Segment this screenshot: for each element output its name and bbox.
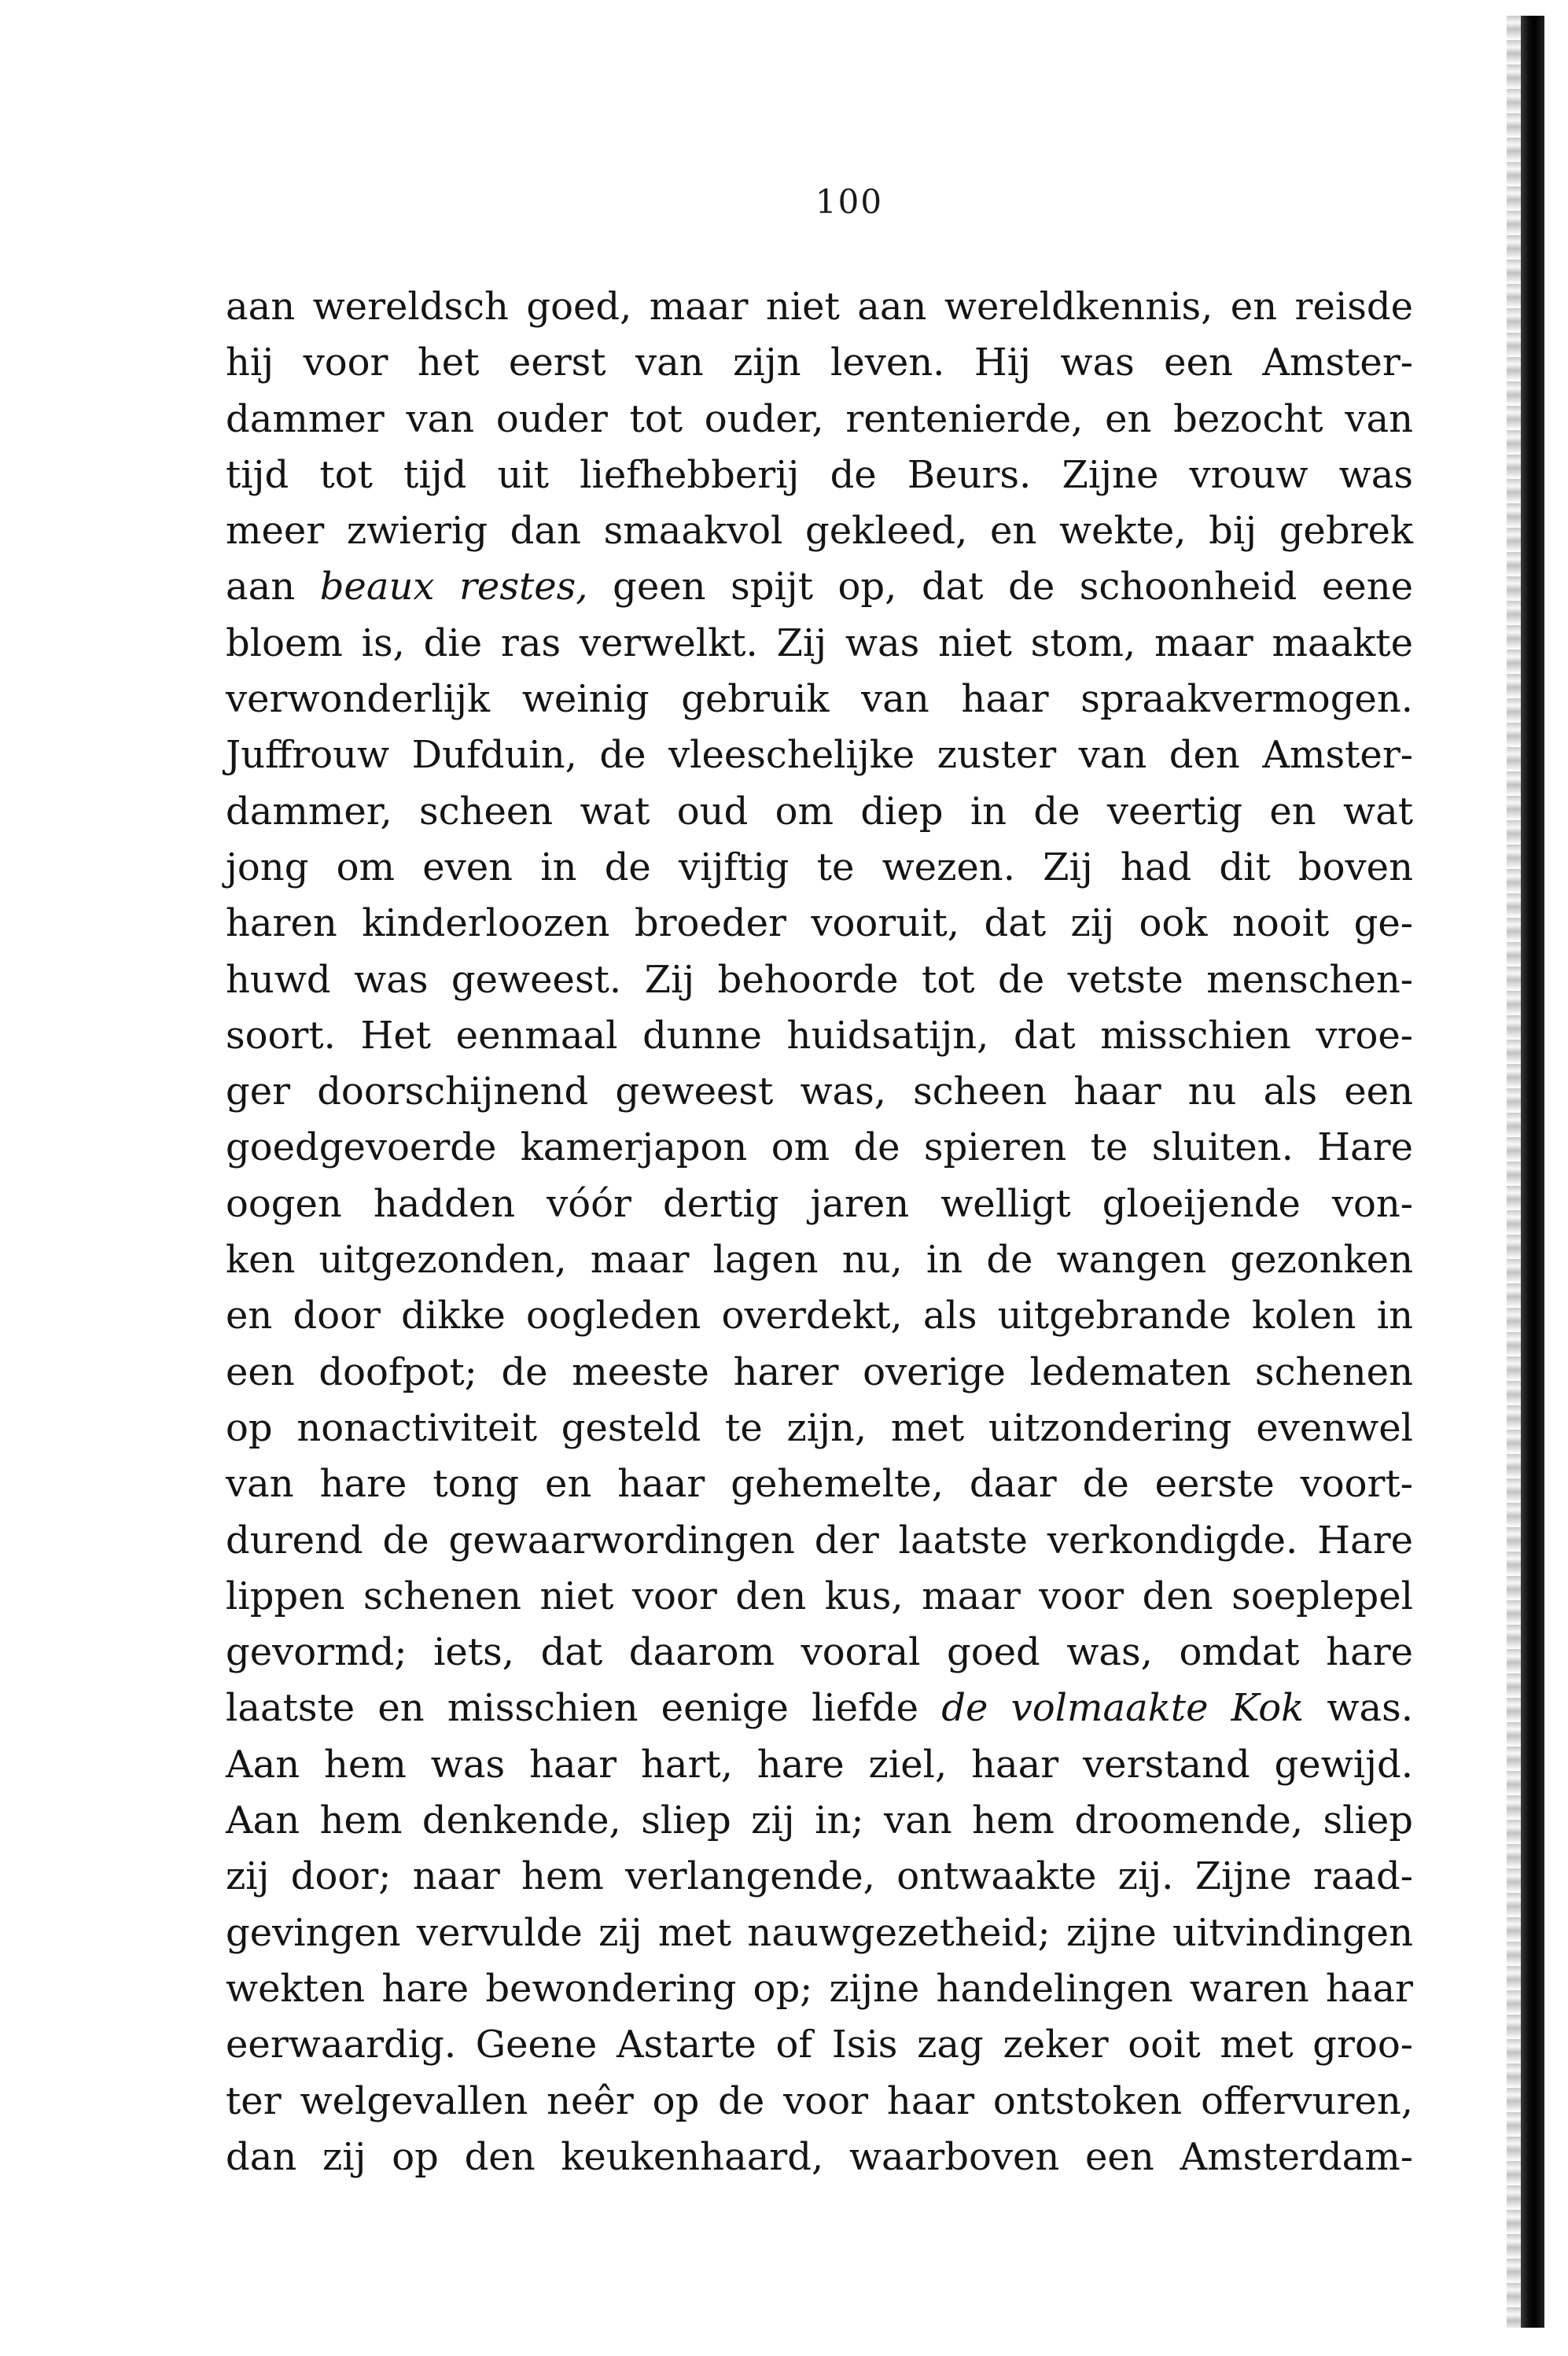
text-line [226,503,1413,559]
text-line [226,840,1413,896]
text-segment: van hare tong en haar gehemelte, daar de eerste voort- [226,1462,1413,1507]
text-line [226,1625,1413,1680]
text-line [226,1120,1413,1176]
text-segment: aan wereldsch goed, maar niet aan wereldkennis, en reisde [226,285,1413,329]
text-line [226,896,1413,952]
text-segment: bloem is, die ras verwelkt. Zij was niet stom, maar maakte [226,620,1413,665]
text-segment: Juffrouw Dufduin, de vleeschelijke zuster van den Amster- [226,733,1413,778]
text-segment: aan [226,565,320,609]
text-segment: zij door; naar hem verlangende, ontwaakte zij. Zijne raad- [226,1854,1413,1899]
text-segment: verwonderlijk weinig gebruik van haar spraakvermogen. [226,677,1413,722]
body-paragraph [226,279,1413,2185]
text-line [226,1680,1413,1736]
text-segment: wekten hare bewondering op; zijne handelingen waren haar [226,1966,1413,2011]
text-line [226,672,1413,727]
text-line [226,2074,1413,2130]
text-line [226,1008,1413,1064]
text-segment: hij voor het eerst van zijn leven. Hij was een Amster- [226,341,1413,385]
text-line [226,2130,1413,2185]
text-segment: jong om even in de vijftig te wezen. Zij had dit boven [226,845,1413,889]
text-line [226,447,1413,503]
text-line [226,1569,1413,1625]
scan-edge [1521,16,1544,2328]
text-segment: Aan hem denkende, sliep zij in; van hem droomende, sliep [226,1798,1413,1843]
text-segment: ter welgevallen neêr op de voor haar ontstoken offervuren, [226,2078,1413,2123]
text-segment: oogen hadden vóór dertig jaren welligt gloeijende von- [226,1181,1413,1226]
text-line [226,1064,1413,1120]
page-number: 100 [815,182,884,221]
text-line [226,1176,1413,1232]
text-segment: eerwaardig. Geene Astarte of Isis zag zeker ooit met groo- [226,2023,1413,2067]
text-segment: gevormd; iets, dat daarom vooral goed was, omdat hare [226,1630,1413,1675]
text-line [226,335,1413,391]
text-segment: op nonactiviteit gesteld te zijn, met uitzondering evenwel [226,1405,1413,1450]
text-segment: laatste en misschien eenige liefde [226,1686,942,1731]
text-segment: durend de gewaarwordingen der laatste verkondigde. Hare [226,1518,1413,1563]
text-segment: tijd tot tijd uit liefhebberij de Beurs. Zijne vrouw was [226,452,1413,497]
text-line [226,1288,1413,1344]
text-line [226,2017,1413,2073]
text-segment: was. [1304,1686,1413,1731]
text-line [226,1905,1413,1961]
text-line [226,559,1413,615]
italic-phrase: beaux restes, [319,565,588,609]
text-line [226,392,1413,447]
text-line [226,1849,1413,1905]
text-line [226,1456,1413,1512]
text-line [226,1961,1413,2017]
text-segment: lippen schenen niet voor den kus, maar voor den soeplepel [226,1574,1413,1618]
text-segment: meer zwierig dan smaakvol gekleed, en wekte, bij gebrek [226,509,1413,554]
text-segment: ken uitgezonden, maar lagen nu, in de wangen gezonken [226,1238,1413,1283]
text-segment: haren kinderloozen broeder vooruit, dat zij ook nooit ge- [226,901,1413,946]
text-segment: soort. Het eenmaal dunne huidsatijn, dat misschien vroe- [226,1013,1413,1058]
text-line [226,616,1413,672]
scan-edge-shadow [1507,16,1521,2328]
text-line [226,1232,1413,1288]
text-line [226,279,1413,335]
text-line [226,784,1413,840]
text-line [226,952,1413,1008]
text-line [226,727,1413,783]
text-segment: dan zij op den keukenhaard, waarboven een Amsterdam- [226,2134,1413,2179]
text-segment: dammer, scheen wat oud om diep in de veertig en wat [226,789,1413,834]
italic-phrase: de volmaakte Kok [941,1686,1305,1731]
text-segment: huwd was geweest. Zij behoorde tot de vetste menschen- [226,957,1413,1002]
text-line [226,1737,1413,1793]
text-segment: ger doorschijnend geweest was, scheen haar nu als een [226,1069,1413,1114]
text-line [226,1793,1413,1849]
text-segment: goedgevoerde kamerjapon om de spieren te sluiten. Hare [226,1125,1413,1170]
text-segment: dammer van ouder tot ouder, rentenierde, en bezocht van [226,396,1413,441]
text-segment: geen spijt op, dat de schoonheid eene [587,565,1414,609]
text-line [226,1401,1413,1456]
text-segment: en door dikke oogleden overdekt, als uitgebrande kolen in [226,1294,1413,1338]
text-segment: gevingen vervulde zij met nauwgezetheid; zijne uitvindingen [226,1910,1413,1955]
text-segment: een doofpot; de meeste harer overige ledematen schenen [226,1349,1413,1394]
text-segment: Aan hem was haar hart, hare ziel, haar verstand gewijd. [226,1742,1413,1787]
text-line [226,1513,1413,1569]
text-line [226,1345,1413,1401]
